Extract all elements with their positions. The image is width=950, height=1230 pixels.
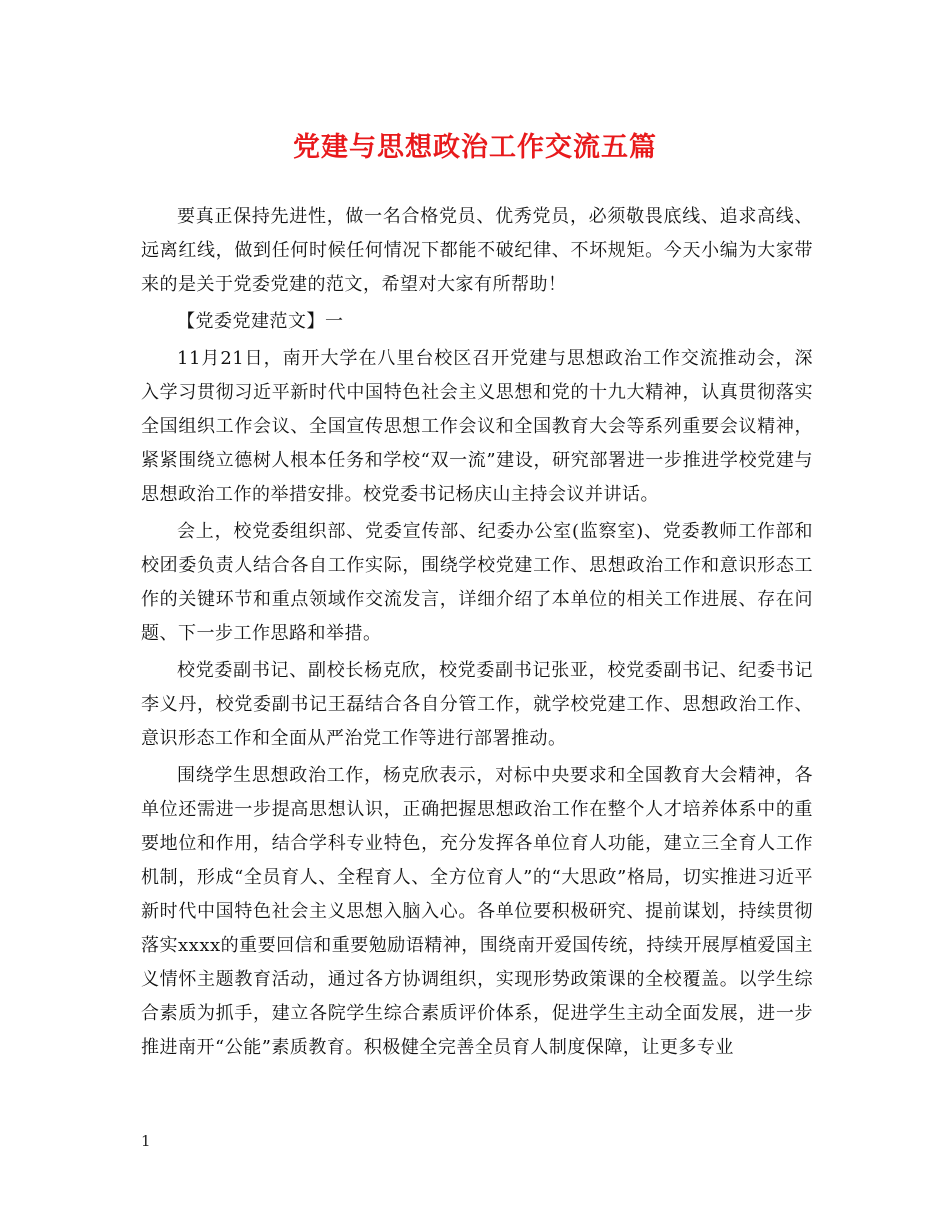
paragraph-student-work: 围绕学生思想政治工作，杨克欣表示，对标中央要求和全国教育大会精神，各单位还需进一步提高思想认识，正确把握思想政治工作在整个人才培养体系中的重要地位和作用，结合学科专业特色，充分发挥各单位育人功能，建立三全育人工作机制，形成“全员育人、全程育人、全方位育人”的“大思政”格局，切实推进习近平新时代中国特色社会主义思想入脑入心。各单位要积极研究、提前谋划，持续贯彻落实xxxx的重要回信和重要勉励语精神，围绕南开爱国传统，持续开展厚植爱国主义情怀主题教育活动，通过各方协调组织，实现形势政策课的全校覆盖。以学生综合素质为抓手，建立各院学生综合素质评价体系，促进学生主动全面发展，进一步推进南开“公能”素质教育。积极健全完善全员育人制度保障，让更多专业: [141, 765, 813, 1058]
paragraph-intro: 要真正保持先进性，做一名合格党员、优秀党员，必须敬畏底线、追求高线、远离红线，做到任何时候任何情况下都能不破纪律、不坏规矩。今天小编为大家带来的是关于党委党建的范文，希望对大家有所帮助！: [141, 206, 813, 295]
document-title: 党建与思想政治工作交流五篇: [293, 132, 657, 163]
section-heading: 【党委党建范文】一: [177, 311, 344, 332]
paragraph-deployment: 校党委副书记、副校长杨克欣，校党委副书记张亚，校党委副书记、纪委书记李义丹，校党委副书记王磊结合各自分管工作，就学校党建工作、思想政治工作、意识形态工作和全面从严治党工作等进行部署推动。: [141, 660, 813, 749]
page-number: 1: [141, 1132, 151, 1150]
paragraph-speeches: 会上，校党委组织部、党委宣传部、纪委办公室(监察室)、党委教师工作部和校团委负责人结合各自工作实际，围绕学校党建工作、思想政治工作和意识形态工作的关键环节和重点领域作交流发言，详细介绍了本单位的相关工作进展、存在问题、下一步工作思路和举措。: [141, 521, 813, 644]
document-body: [141, 200, 813, 1065]
paragraph-meeting: 11月21日，南开大学在八里台校区召开党建与思想政治工作交流推动会，深入学习贯彻习近平新时代中国特色社会主义思想和党的十九大精神，认真贯彻落实全国组织工作会议、全国宣传思想工作会议和全国教育大会等系列重要会议精神，紧紧围绕立德树人根本任务和学校“双一流”建设，研究部署进一步推进学校党建与思想政治工作的举措安排。校党委书记杨庆山主持会议并讲话。: [141, 348, 813, 505]
